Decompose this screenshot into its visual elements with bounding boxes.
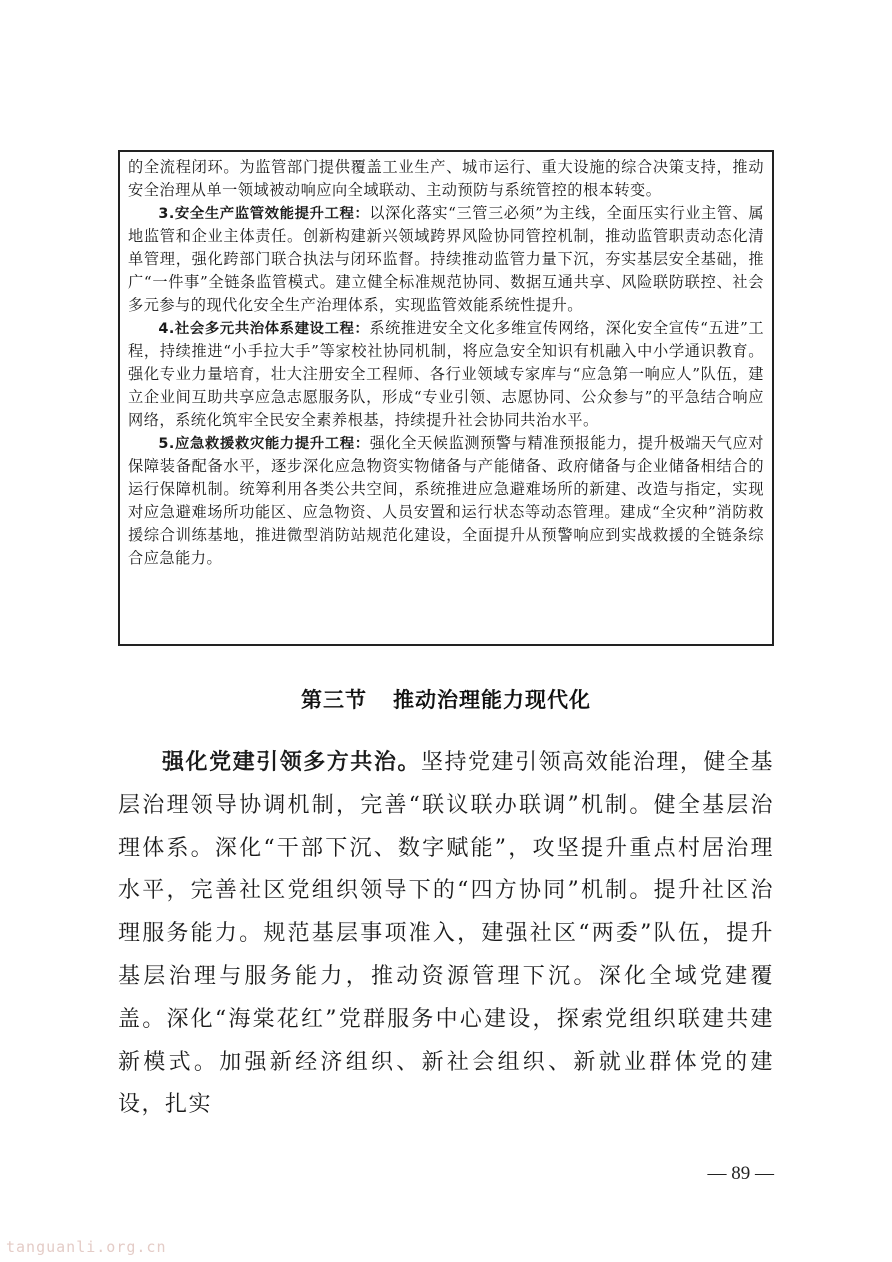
body-lead: 强化党建引领多方共治。 [162,750,421,775]
item-3-heading: 3.安全生产监管效能提升工程： [158,205,370,222]
box-paragraph-continuation: 的全流程闭环。为监管部门提供覆盖工业生产、城市运行、重大设施的综合决策支持，推动安全治理从单一领域被动响应向全域联动、主动预防与系统管控的根本转变。 [128,158,764,199]
box-item-3 [128,202,764,317]
item-4-heading: 4.社会多元共治体系建设工程： [158,320,370,337]
item-4-text: 系统推进安全文化多维宣传网络，深化安全宣传“五进”工程，持续推进“小手拉大手”等家校社协同机制，将应急安全知识有机融入中小学通识教育。强化专业力量培育，壮大注册安全工程师、各行业领域专家库与“应急第一响应人”队伍，建立企业间互助共享应急志愿服务队，形成“专业引领、志愿协同、公众参与”的平急结合响应网络，系统化筑牢全民安全素养根基，持续提升社会协同共治水平。 [128,318,765,429]
box-item-4 [128,317,764,432]
project-box [118,150,774,646]
item-5-text: 强化全天候监测预警与精准预报能力，提升极端天气应对保障装备配备水平，逐步深化应急物资实物储备与产能储备、政府储备与企业储备相结合的运行保障机制。统筹利用各类公共空间，系统推进应急避难场所的新建、改造与指定，实现对应急避难场所功能区、应急物资、人员安置和运行状态等动态管理。建成“全灾种”消防救援综合训练基地，推进微型消防站规范化建设，全面提升从预警响应到实战救援的全链条综合应急能力。 [128,433,764,567]
box-item-5 [128,432,764,570]
item-5-heading: 5.应急救援救灾能力提升工程： [158,435,370,452]
body-text: 坚持党建引领高效能治理，健全基层治理领导协调机制，完善“联议联办联调”机制。健全基层治理体系。深化“干部下沉、数字赋能”，攻坚提升重点村居治理水平，完善社区党组织领导下的“四方协同”机制。提升社区治理服务能力。规范基层事项准入，建强社区“两委”队伍，提升基层治理与服务能力，推动资源管理下沉。深化全域党建覆盖。深化“海棠花红”党群服务中心建设，探索党组织联建共建新模式。加强新经济组织、新社会组织、新就业群体党的建设，扎实 [118,750,774,1118]
page-number: — 89 — [707,1163,774,1184]
section-number: 第三节 [301,688,367,712]
section-title-text: 推动治理能力现代化 [393,688,591,712]
watermark: tanguanli.org.cn [6,1238,167,1256]
item-3-text: 以深化落实“三管三必须”为主线，全面压实行业主管、属地监管和企业主体责任。创新构建新兴领域跨界风险协同管控机制，推动监管职责动态化清单管理，强化跨部门联合执法与闭环监督。持续推动监管力量下沉，夯实基层安全基础，推广“一件事”全链条监管模式。建立健全标准规范协同、数据互通共享、风险联防联控、社会多元参与的现代化安全生产治理体系，实现监管效能系统性提升。 [128,203,765,314]
section-heading [0,684,892,714]
body-paragraph [118,742,774,1127]
